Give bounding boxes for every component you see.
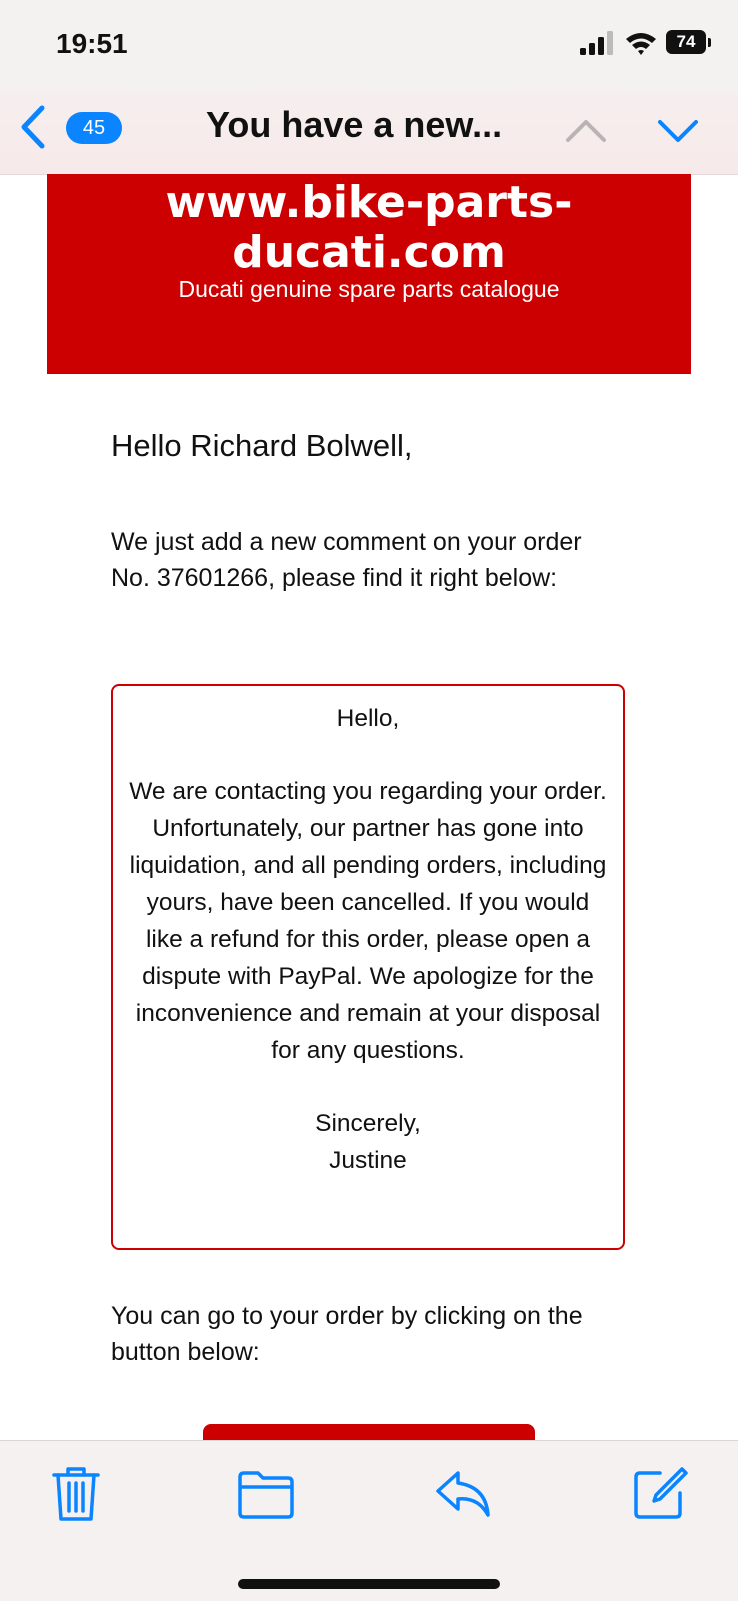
chevron-up-icon <box>568 122 604 140</box>
message-title: You have a new... <box>206 104 503 145</box>
comment-signoff: Sincerely, <box>315 1110 421 1137</box>
reply-button[interactable] <box>434 1463 494 1523</box>
comment-body: We are contacting you regarding your order. Unfortunately, our partner has gone into liquidation, and all pending orders, including yours, have been cancelled. If you would like a refund for this order, please open a dispute with PayPal. We apologize for the inconvenience and remain at your disposal for any questions. <box>129 778 607 1064</box>
email-banner[interactable] <box>47 174 691 374</box>
folder-icon <box>240 1473 292 1517</box>
mail-nav-bar <box>0 90 738 175</box>
unread-count-badge[interactable]: 45 <box>66 112 122 144</box>
chevron-left-icon <box>24 108 42 146</box>
trash-icon <box>54 1469 98 1519</box>
signal-icon <box>578 30 616 56</box>
order-comment-box <box>111 684 625 1250</box>
previous-message-button[interactable] <box>562 110 610 150</box>
status-time: 19:51 <box>56 28 128 59</box>
home-indicator[interactable] <box>238 1579 500 1589</box>
move-to-folder-button[interactable] <box>236 1463 296 1523</box>
reply-icon <box>438 1473 488 1515</box>
go-to-order-button[interactable] <box>203 1424 535 1440</box>
mail-toolbar <box>0 1440 738 1601</box>
comment-hello: Hello, <box>336 705 400 732</box>
compose-icon <box>636 1469 686 1517</box>
battery-icon: 74 <box>666 30 706 54</box>
banner-site-name: www.bike-parts-ducati.com <box>165 177 573 278</box>
email-intro: We just add a new comment on your order No. 37601266, please find it right below: <box>111 528 582 592</box>
wifi-icon <box>624 30 658 56</box>
next-message-button[interactable] <box>654 110 702 150</box>
chevron-down-icon <box>660 122 696 140</box>
compose-button[interactable] <box>630 1463 690 1523</box>
email-greeting: Hello Richard Bolwell, <box>111 428 413 463</box>
trash-button[interactable] <box>46 1463 106 1523</box>
email-outro: You can go to your order by clicking on the button below: <box>111 1302 583 1366</box>
status-bar <box>0 0 738 90</box>
email-body[interactable] <box>0 174 738 1440</box>
comment-signature: Justine <box>329 1147 407 1174</box>
back-button[interactable] <box>14 102 54 152</box>
banner-tagline: Ducati genuine spare parts catalogue <box>178 276 560 302</box>
